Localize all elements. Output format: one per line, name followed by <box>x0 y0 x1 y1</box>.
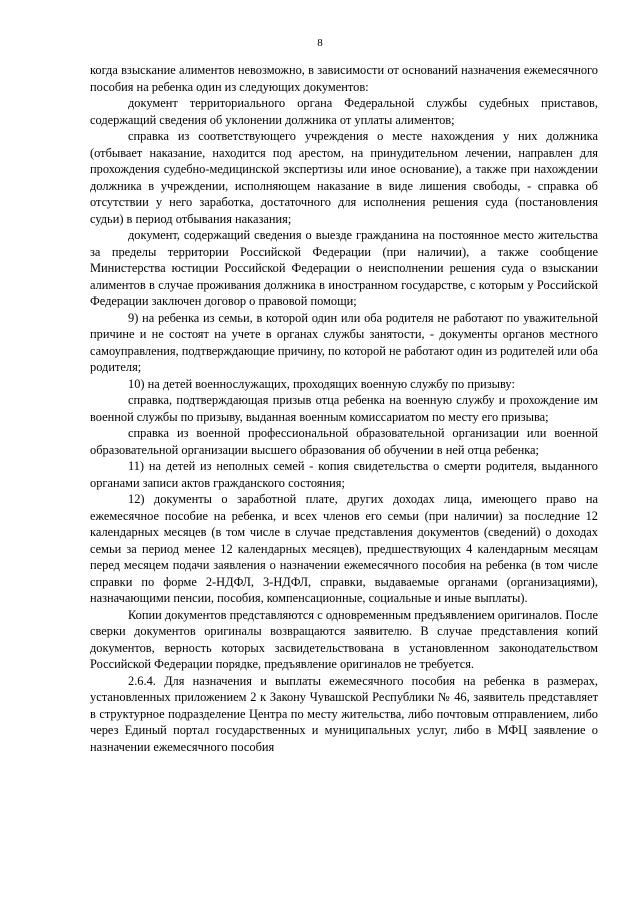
paragraph: 10) на детей военнослужащих, проходящих военную службу по призыву: <box>128 376 515 391</box>
paragraph: 2.6.4. Для назначения и выплаты ежемесячного пособия на ребенка в размерах, установленных приложением 2 к Закону Чувашской Республики № 46, заявитель представляет в структурное подразделение Центра по месту жительства, либо почтовым отправлением, либо через Единый портал государственных и муниципальных услуг, либо в МФЦ заявление о назначении ежемесячного пособия <box>90 673 598 754</box>
paragraph: документ, содержащий сведения о выезде гражданина на постоянное место жительства за пределы территории Российской Федерации (при наличии), а также сообщение Министерства юстиции Российской Федерации о неисполнении решения суда о взыскании алиментов в случае проживания должника в иностранном государстве, с которым у Российской Федерации заключен договор о правовой помощи; <box>90 228 598 308</box>
paragraph: справка из соответствующего учреждения о месте нахождения у них должника (отбывает наказание, находится под арестом, на принудительном лечении, направлен для прохождения судебно-медицинской экспертизы или иное основание), а также при нахождении должника в учреждении, исполняющем наказание в виде лишения свободы, - справка об отсутствии у него заработка, достаточного для исполнения решения суда (постановления судьи) в период отбывания наказания; <box>90 129 598 226</box>
paragraph: документ территориального органа Федеральной службы судебных приставов, содержащий сведения об уклонении должника от уплаты алиментов; <box>90 96 598 127</box>
paragraph: Копии документов представляются с одновременным предъявлением оригиналов. После сверки документов оригиналы возвращаются заявителю. В случае представления копий документов, верность которых засвидетельствована в установленном законодательством Российской Федерации порядке, предъявление оригиналов не требуется. <box>90 607 598 671</box>
paragraph: справка, подтверждающая призыв отца ребенка на военную службу и прохождение им военной службы по призыву, выданная военным комиссариатом по месту его призыва; <box>90 393 598 424</box>
paragraph: справка из военной профессиональной образовательной организации или военной образовательной организации высшего образования об обучении в ней отца ребенка; <box>90 426 598 457</box>
page-number: 8 <box>317 37 323 49</box>
paragraph: 9) на ребенка из семьи, в которой один или оба родителя не работают по уважительной причине и не состоят на учете в органах службы занятости, - документы органов местного самоуправления, подтверждающие причину, по которой не работают один из родителей или оба родителя; <box>90 310 598 374</box>
paragraph: 11) на детей из неполных семей - копия свидетельства о смерти родителя, выданного органами записи актов гражданского состояния; <box>90 459 598 490</box>
paragraph: когда взыскание алиментов невозможно, в зависимости от оснований назначения ежемесячного пособия на ребенка один из следующих документов: <box>90 63 598 94</box>
document-body <box>90 62 598 755</box>
paragraph: 12) документы о заработной плате, других доходах лица, имеющего право на ежемесячное пособие на ребенка, и всех членов его семьи (при наличии) за последние 12 календарных месяцев (в том числе в случае представления документов (сведений) о доходах семьи за период менее 12 календарных месяцев), предшествующих 4 календарным месяцам перед месяцем подачи заявления о назначении ежемесячного пособия на ребенка (в том числе справки по форме 2-НДФЛ, 3-НДФЛ, справки, выдаваемые органами (организациями), назначающими пенсии, пособия, компенсационные, социальные и иные выплаты). <box>90 492 598 605</box>
